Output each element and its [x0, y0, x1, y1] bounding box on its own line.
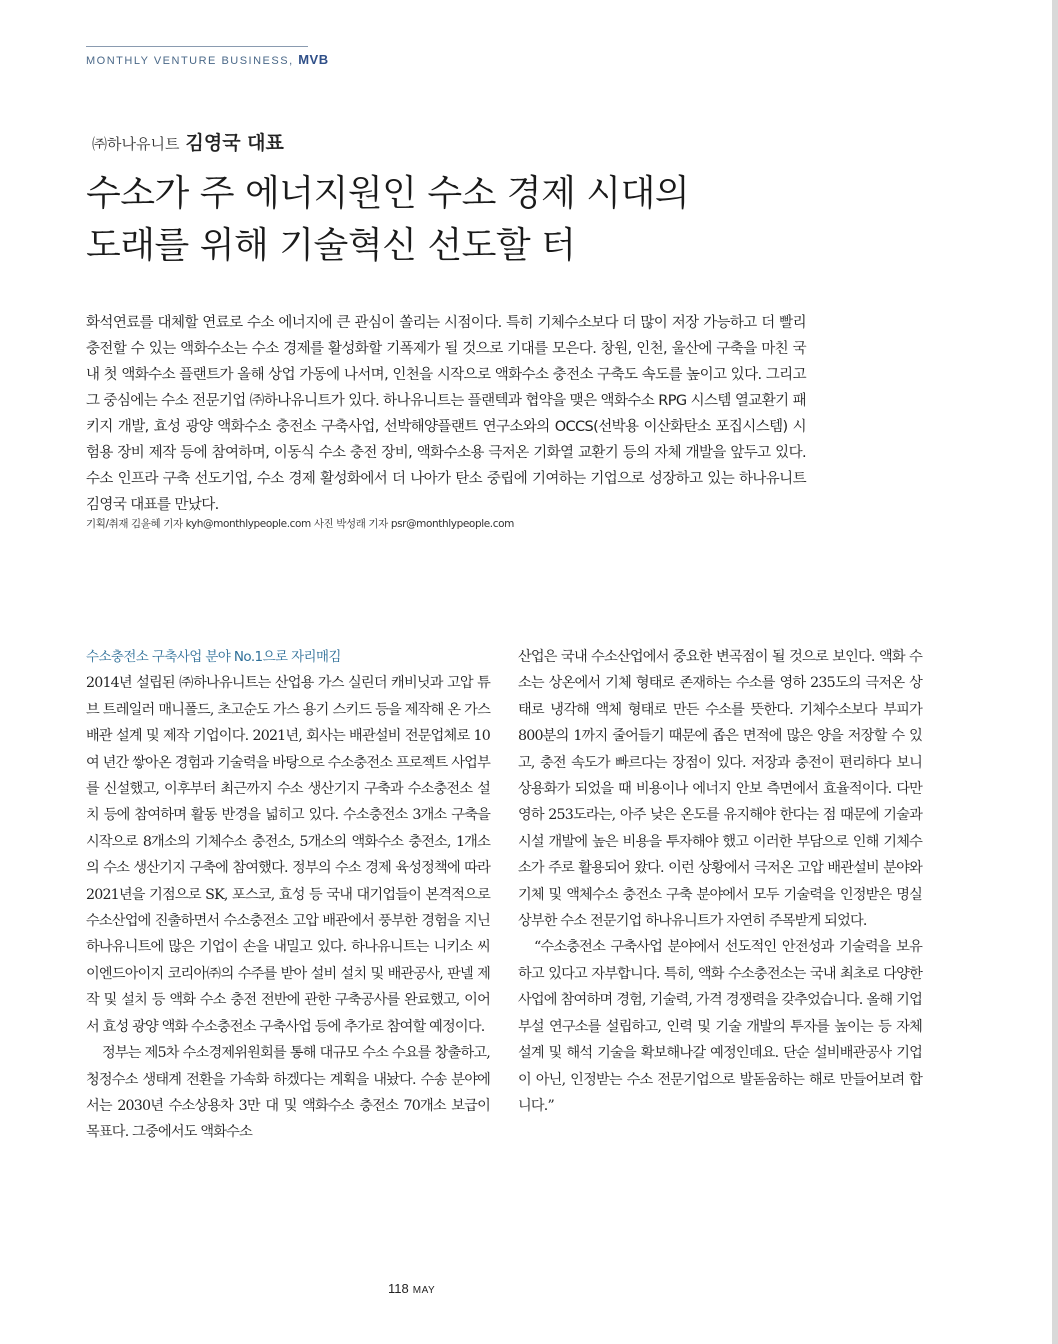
magazine-abbr: MVB — [298, 52, 329, 67]
quote-paragraph: “수소충전소 구축사업 분야에서 선도적인 안전성과 기술력을 보유하고 있다고 자부합니다. 특히, 액화 수소충전소는 국내 최초로 다양한 사업에 참여하며 경험, 기술력, 가격 경쟁력을 갖추었습니다. 올해 기업부설 연구소를 설립하고, 인력 및 기술 개발의 투자를 높이는 등 자체 설계 및 해석 기술을 확보해나갈 예정인데요. 단순 설비배관공사 기업이 아닌, 인정받는 수소 전문기업으로 발돋움하는 해로 만들어보려 합니다.” — [518, 939, 922, 1114]
company-name: ㈜하나유니트 — [92, 135, 180, 153]
body-paragraph: 산업은 국내 수소산업에서 중요한 변곡점이 될 것으로 보인다. 액화 수소는 상온에서 기체 형태로 존재하는 수소를 영하 235도의 극저온 상태로 냉각해 액체 형태로 만든 수소를 뜻한다. 기체수소보다 부피가 800분의 1까지 줄어들기 때문에 좁은 면적에 많은 양을 저장할 수 있고, 충전 속도가 빠르다는 장점이 있다. 저장과 충전이 편리하다 보니 상용화가 되었을 때 비용이나 에너지 안보 측면에서 효율적이다. 다만 영하 253도라는, 아주 낮은 온도를 유지해야 한다는 점 때문에 기술과 시설 개발에 높은 비용을 투자해야 했고 이러한 부담으로 인해 기체수소가 주로 활용되어 왔다. 이런 상황에서 극저온 고압 배관설비 분야와 기체 및 액체수소 충전소 구축 분야에서 모두 기술력을 인정받은 명실상부한 수소 전문기업 하나유니트가 자연히 주목받게 되었다. — [518, 649, 922, 930]
body-paragraph: 2014년 설립된 ㈜하나유니트는 산업용 가스 실린더 캐비닛과 고압 튜브 트레일러 매니폴드, 초고순도 가스 용기 스키드 등을 제작해 온 가스 배관 설계 및 제작 기업이다. 2021년, 회사는 배관설비 전문업체로 10여 년간 쌓아온 경험과 기술력을 바탕으로 수소충전소 프로젝트 사업부를 신설했고, 이후부터 최근까지 수소 생산기지 구축과 수소충전소 설치 등에 참여하며 활동 반경을 넓히고 있다. 수소충전소 3개소 구축을 시작으로 8개소의 기체수소 충전소, 5개소의 액화수소 충전소, 1개소의 수소 생산기지 구축에 참여했다. 정부의 수소 경제 육성정책에 따라 2021년을 기점으로 SK, 포스코, 효성 등 국내 대기업들이 본격적으로 수소산업에 진출하면서 수소충전소 고압 배관에서 풍부한 경험을 지닌 하나유니트에 많은 기업이 손을 내밀고 있다. 하나유니트는 니키소 씨이엔드아이지 코리아㈜의 수주를 받아 설비 설치 및 배관공사, 판넬 제작 및 설치 등 액화 수소 충전 전반에 관한 구축공사를 완료했고, 이어서 효성 광양 액화 수소충전소 구축사업 등에 추가로 참여할 예정이다. — [86, 675, 490, 1035]
byline: 기획/취재 김윤혜 기자 kyh@monthlypeople.com 사진 박성래 기자 psr@monthlypeople.com — [86, 518, 514, 530]
magazine-header — [86, 52, 329, 67]
magazine-name: MONTHLY VENTURE BUSINESS, — [86, 55, 294, 67]
header-rule — [86, 46, 308, 47]
page-footer — [388, 1281, 435, 1296]
section-subhead: 수소충전소 구축사업 분야 No.1으로 자리매김 — [86, 649, 341, 665]
interviewee-kicker — [92, 128, 284, 155]
page-number: 118 — [388, 1281, 409, 1296]
article-lead: 화석연료를 대체할 연료로 수소 에너지에 큰 관심이 쏠리는 시점이다. 특히 기체수소보다 더 많이 저장 가능하고 더 빨리 충전할 수 있는 액화수소는 수소 경제를 활성화할 기폭제가 될 것으로 기대를 모은다. 창원, 인천, 울산에 구축을 마친 국내 첫 액화수소 플랜트가 올해 상업 가동에 나서며, 인천을 시작으로 액화수소 충전소 구축도 속도를 높이고 있다. 그리고 그 중심에는 수소 전문기업 ㈜하나유니트가 있다. 하나유니트는 플랜텍과 협약을 맺은 액화수소 RPG 시스템 열교환기 패키지 개발, 효성 광양 액화수소 충전소 구축사업, 선박해양플랜트 연구소와의 OCCS(선박용 이산화탄소 포집시스템) 시험용 장비 제작 등에 참여하며, 이동식 수소 충전 장비, 액화수소용 극저온 기화열 교환기 등의 자체 개발을 앞두고 있다. 수소 인프라 구축 선도기업, 수소 경제 활성화에서 더 나아가 탄소 중립에 기여하는 기업으로 성장하고 있는 하나유니트 김영국 대표를 만났다. — [86, 315, 806, 513]
interviewee-name: 김영국 대표 — [185, 132, 284, 154]
page-edge — [1052, 0, 1058, 1344]
title-line-2: 도래를 위해 기술혁신 선도할 터 — [86, 225, 576, 266]
body-column-right — [518, 644, 922, 1119]
body-paragraph: 정부는 제5차 수소경제위원회를 통해 대규모 수소 수요를 창출하고, 청정수소 생태계 전환을 가속화 하겠다는 계획을 내놨다. 수송 분야에서는 2030년 수소상용차 3만 대 및 액화수소 충전소 70개소 보급이 목표다. 그중에서도 액화수소 — [86, 1045, 490, 1141]
article-title — [86, 168, 689, 272]
title-line-1: 수소가 주 에너지원인 수소 경제 시대의 — [86, 173, 690, 214]
body-column-left — [86, 644, 490, 1146]
issue-month: MAY — [412, 1285, 436, 1296]
